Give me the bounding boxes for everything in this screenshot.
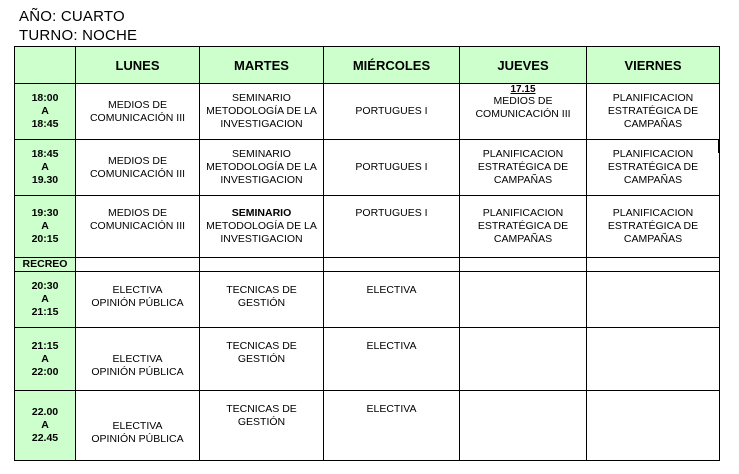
recreo-label: RECREO xyxy=(15,258,76,272)
class-cell: SEMINARIO METODOLOGÍA DE LA INVESTIGACION xyxy=(200,84,324,140)
day-header-viernes: VIERNES xyxy=(587,47,720,84)
table-row xyxy=(15,196,720,258)
table-row xyxy=(15,328,720,391)
empty-cell xyxy=(76,258,200,272)
empty-cell xyxy=(587,328,720,391)
start-time-note: 17.15 xyxy=(510,84,536,95)
class-cell: MEDIOS DE COMUNICACIÓN III xyxy=(76,140,200,196)
class-cell: PLANIFICACION ESTRATÉGICA DE CAMPAÑAS xyxy=(587,196,720,258)
class-cell: ELECTIVA xyxy=(324,391,460,461)
class-cell: ELECTIVA OPINIÓN PÚBLICA xyxy=(76,328,200,391)
class-cell: 17.15 MEDIOS DE COMUNICACIÓN III xyxy=(460,84,587,140)
time-cell: 18:45 A 19.30 xyxy=(15,140,76,196)
year-heading: AÑO: CUARTO xyxy=(19,8,125,25)
empty-cell xyxy=(587,391,720,461)
edge-mark xyxy=(718,140,720,153)
class-cell: ELECTIVA xyxy=(324,328,460,391)
table-row xyxy=(15,272,720,328)
time-cell: 19:30 A 20:15 xyxy=(15,196,76,258)
time-cell: 20:30 A 21:15 xyxy=(15,272,76,328)
class-cell: SEMINARIO METODOLOGÍA DE LA INVESTIGACION xyxy=(200,196,324,258)
day-header-miercoles: MIÉRCOLES xyxy=(324,47,460,84)
empty-cell xyxy=(587,258,720,272)
table-row xyxy=(15,84,720,140)
empty-cell xyxy=(587,272,720,328)
class-cell: ELECTIVA xyxy=(324,272,460,328)
empty-cell xyxy=(460,272,587,328)
class-cell: TECNICAS DE GESTIÓN xyxy=(200,272,324,328)
class-cell: ELECTIVA OPINIÓN PÚBLICA xyxy=(76,391,200,461)
table-row xyxy=(15,140,720,196)
class-cell: TECNICAS DE GESTIÓN xyxy=(200,328,324,391)
class-cell: PORTUGUES I xyxy=(324,84,460,140)
shift-heading: TURNO: NOCHE xyxy=(19,27,138,44)
empty-cell xyxy=(200,258,324,272)
class-cell: PLANIFICACION ESTRATÉGICA DE CAMPAÑAS xyxy=(460,196,587,258)
empty-cell xyxy=(460,391,587,461)
class-cell: PORTUGUES I xyxy=(324,196,460,258)
class-cell: PLANIFICACION ESTRATÉGICA DE CAMPAÑAS xyxy=(587,140,720,196)
class-cell: SEMINARIO METODOLOGÍA DE LA INVESTIGACION xyxy=(200,140,324,196)
class-cell: MEDIOS DE COMUNICACIÓN III xyxy=(76,84,200,140)
time-cell: 22.00 A 22.45 xyxy=(15,391,76,461)
time-cell: 18:00 A 18:45 xyxy=(15,84,76,140)
day-header-lunes: LUNES xyxy=(76,47,200,84)
table-row xyxy=(15,391,720,461)
class-cell: PLANIFICACION ESTRATÉGICA DE CAMPAÑAS xyxy=(587,84,720,140)
class-cell: PORTUGUES I xyxy=(324,140,460,196)
schedule-table xyxy=(14,46,720,461)
corner-cell xyxy=(15,47,76,84)
class-cell: PLANIFICACION ESTRATÉGICA DE CAMPAÑAS xyxy=(460,140,587,196)
class-cell: TECNICAS DE GESTIÓN xyxy=(200,391,324,461)
empty-cell xyxy=(460,258,587,272)
time-cell: 21:15 A 22:00 xyxy=(15,328,76,391)
empty-cell xyxy=(460,328,587,391)
class-cell: MEDIOS DE COMUNICACIÓN III xyxy=(76,196,200,258)
day-header-jueves: JUEVES xyxy=(460,47,587,84)
day-header-martes: MARTES xyxy=(200,47,324,84)
recreo-row xyxy=(15,258,720,272)
empty-cell xyxy=(324,258,460,272)
class-cell: ELECTIVA OPINIÓN PÚBLICA xyxy=(76,272,200,328)
header-row xyxy=(15,47,720,84)
